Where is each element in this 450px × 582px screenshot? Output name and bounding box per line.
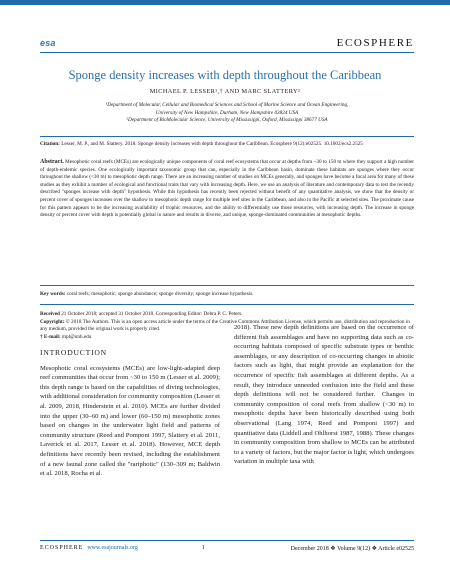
issue-info: December 2018 ❖ Volume 9(12) ❖ Article e02525	[290, 546, 414, 552]
citation-label: Citation:	[40, 141, 60, 147]
section-rule	[40, 304, 414, 305]
esa-logo: esa	[40, 38, 56, 48]
affiliations	[40, 102, 414, 125]
affiliation-line: ¹Department of Molecular, Cellular and Biomedical Sciences and School of Marine Science and Ocean Engineering,	[105, 102, 349, 108]
email-label: † E-mail:	[40, 333, 61, 340]
abstract-label: Abstract.	[40, 159, 64, 165]
footer-rule	[40, 540, 414, 541]
article-title: Sponge density increases with depth throughout the Caribbean	[68, 68, 382, 82]
citation	[40, 141, 414, 148]
footer-url[interactable]: www.esajournals.org	[87, 545, 138, 551]
keywords-text: coral reefs; mesophotic; sponge abundance; sponge diversity; sponge increase hypothesis.	[66, 291, 254, 297]
intro-paragraph: Mesophotic coral ecosystems (MCEs) are low-light-adapted deep reef communities that occur from ~30 to 150 m (Lesser et al. 2009); this depth range is based on the capabilities of diving technologies, with additional consideration for community composition (Lesser et al. 2009, 2018, Hinderstein et al. 2010). MCEs are further divided into the upper (30–60 m) and lower (60–150 m) mesophotic zones based on changes in the underwater light field and patterns of community structure (Reed and Pomponi 1997, Slattery et al. 2011, Laverick et al. 2017, Lesser et al. 2018). However, MCE depth definitions have recently been revised, including the establishment of a new faunal zone called the "rariphotic" (130–309 m; Baldwin et al. 2018, Rocha et al.	[40, 364, 220, 478]
section-rule	[40, 136, 414, 137]
body-column-left	[40, 348, 220, 479]
top-color-bar	[0, 0, 450, 5]
page-footer	[40, 545, 414, 552]
email-address[interactable]: mpl@unh.edu	[61, 333, 92, 340]
copyright-text: © 2018 The Authors. This is an open access article under the terms of the Creative Commons Attribution License, which permits use, distribution and reproduction in any medium, provided the original work is properly cited.	[40, 318, 410, 333]
journal-name: ECOSPHERE	[336, 37, 414, 49]
abstract	[40, 159, 414, 220]
article-authors: MICHAEL P. LESSER¹,† AND MARC SLATTERY²	[149, 88, 301, 95]
received-label: Received	[40, 311, 60, 317]
footer-journal: ECOSPHERE	[40, 545, 84, 551]
citation-text: Lesser, M. P., and M. Slattery. 2018. Sponge density increases with depth throughout the Caribbean. Ecosphere 9(12):e02525. 10.1002/ecs2.2525	[61, 141, 363, 147]
section-heading: INTRODUCTION	[40, 348, 107, 357]
affiliation-line: University of New Hampshire, Durham, New Hampshire 03824 USA	[155, 109, 299, 116]
affiliation-line: ²Department of BioMolecular Science, University of Mississippi, Oxford, Mississippi 38677 USA	[126, 117, 328, 124]
received-dates: 21 October 2018; accepted 31 October 2018. Corresponding Editor: Debra P. C. Peters.	[61, 311, 243, 317]
abstract-text: Mesophotic coral reefs (MCEs) are ecologically unique components of coral reef ecosystems that occur at depths from ~30 to 150 m where they support a high number of depth-endemic species. One ecologically important taxonomic group that can, especially in the Caribbean basin, dominate these habitats are sponges where they occur throughout the shallow (<30 m) to mesophotic depth range. There are an increasing number of studies on MCEs generally, and sponges have become a focal area for many of these studies as they exhibit a number of ecological and functional traits that vary with increasing depth. Here, we use an analysis of literature and contemporary data to test the recently described "sponges increase with depth" hypothesis. While this hypothesis has recently been rejected without benefit of any quantitative analysis, we show that the density or percent cover of sponges increases over the shallow to mesophotic depth range for multiple reef sites in the Caribbean, and also in the Pacific at selected sites. The proximate cause for this pattern appears to be the increasing availability of trophic resources, and the ability to differentially use those resources, with increasing depth. The increase in sponge density or percent cover with depth is potentially global in nature and results in diverse, and unique, sponge-dominated communities at mesophotic depths.	[40, 159, 415, 219]
page-number: 1	[201, 545, 205, 551]
section-rule	[40, 285, 414, 286]
header-rule	[40, 52, 414, 53]
body-column-right	[234, 323, 414, 467]
intro-paragraph-continued: 2018). These new depth definitions are based on the occurrence of different fish assemblages and have no supporting data such as co-occurring habitats composed of specific substrate types or benthic assemblages, or any description of co-occurring changes in abiotic factors such as light, that might provide an explanation for the occurrence of specific fish assemblages at different depths. As a result, they introduce unneeded confusion into the field and these depth definitions will not be considered further. Changes in community composition of coral reefs from shallow (<30 m) to mesophotic depths have been historically described using both observational (Lang 1974, Reed and Pomponi 1997) and quantitative data (Liddell and Ohlhorst 1987, 1988). These changes in community composition from shallow to MCEs can be attributed to a variety of factors, but the major factor is light, which undergoes variation in multiple taxa with	[234, 324, 414, 466]
keywords-label: Key words:	[40, 291, 66, 297]
keywords	[40, 291, 414, 297]
copyright-label: Copyright:	[40, 318, 65, 325]
